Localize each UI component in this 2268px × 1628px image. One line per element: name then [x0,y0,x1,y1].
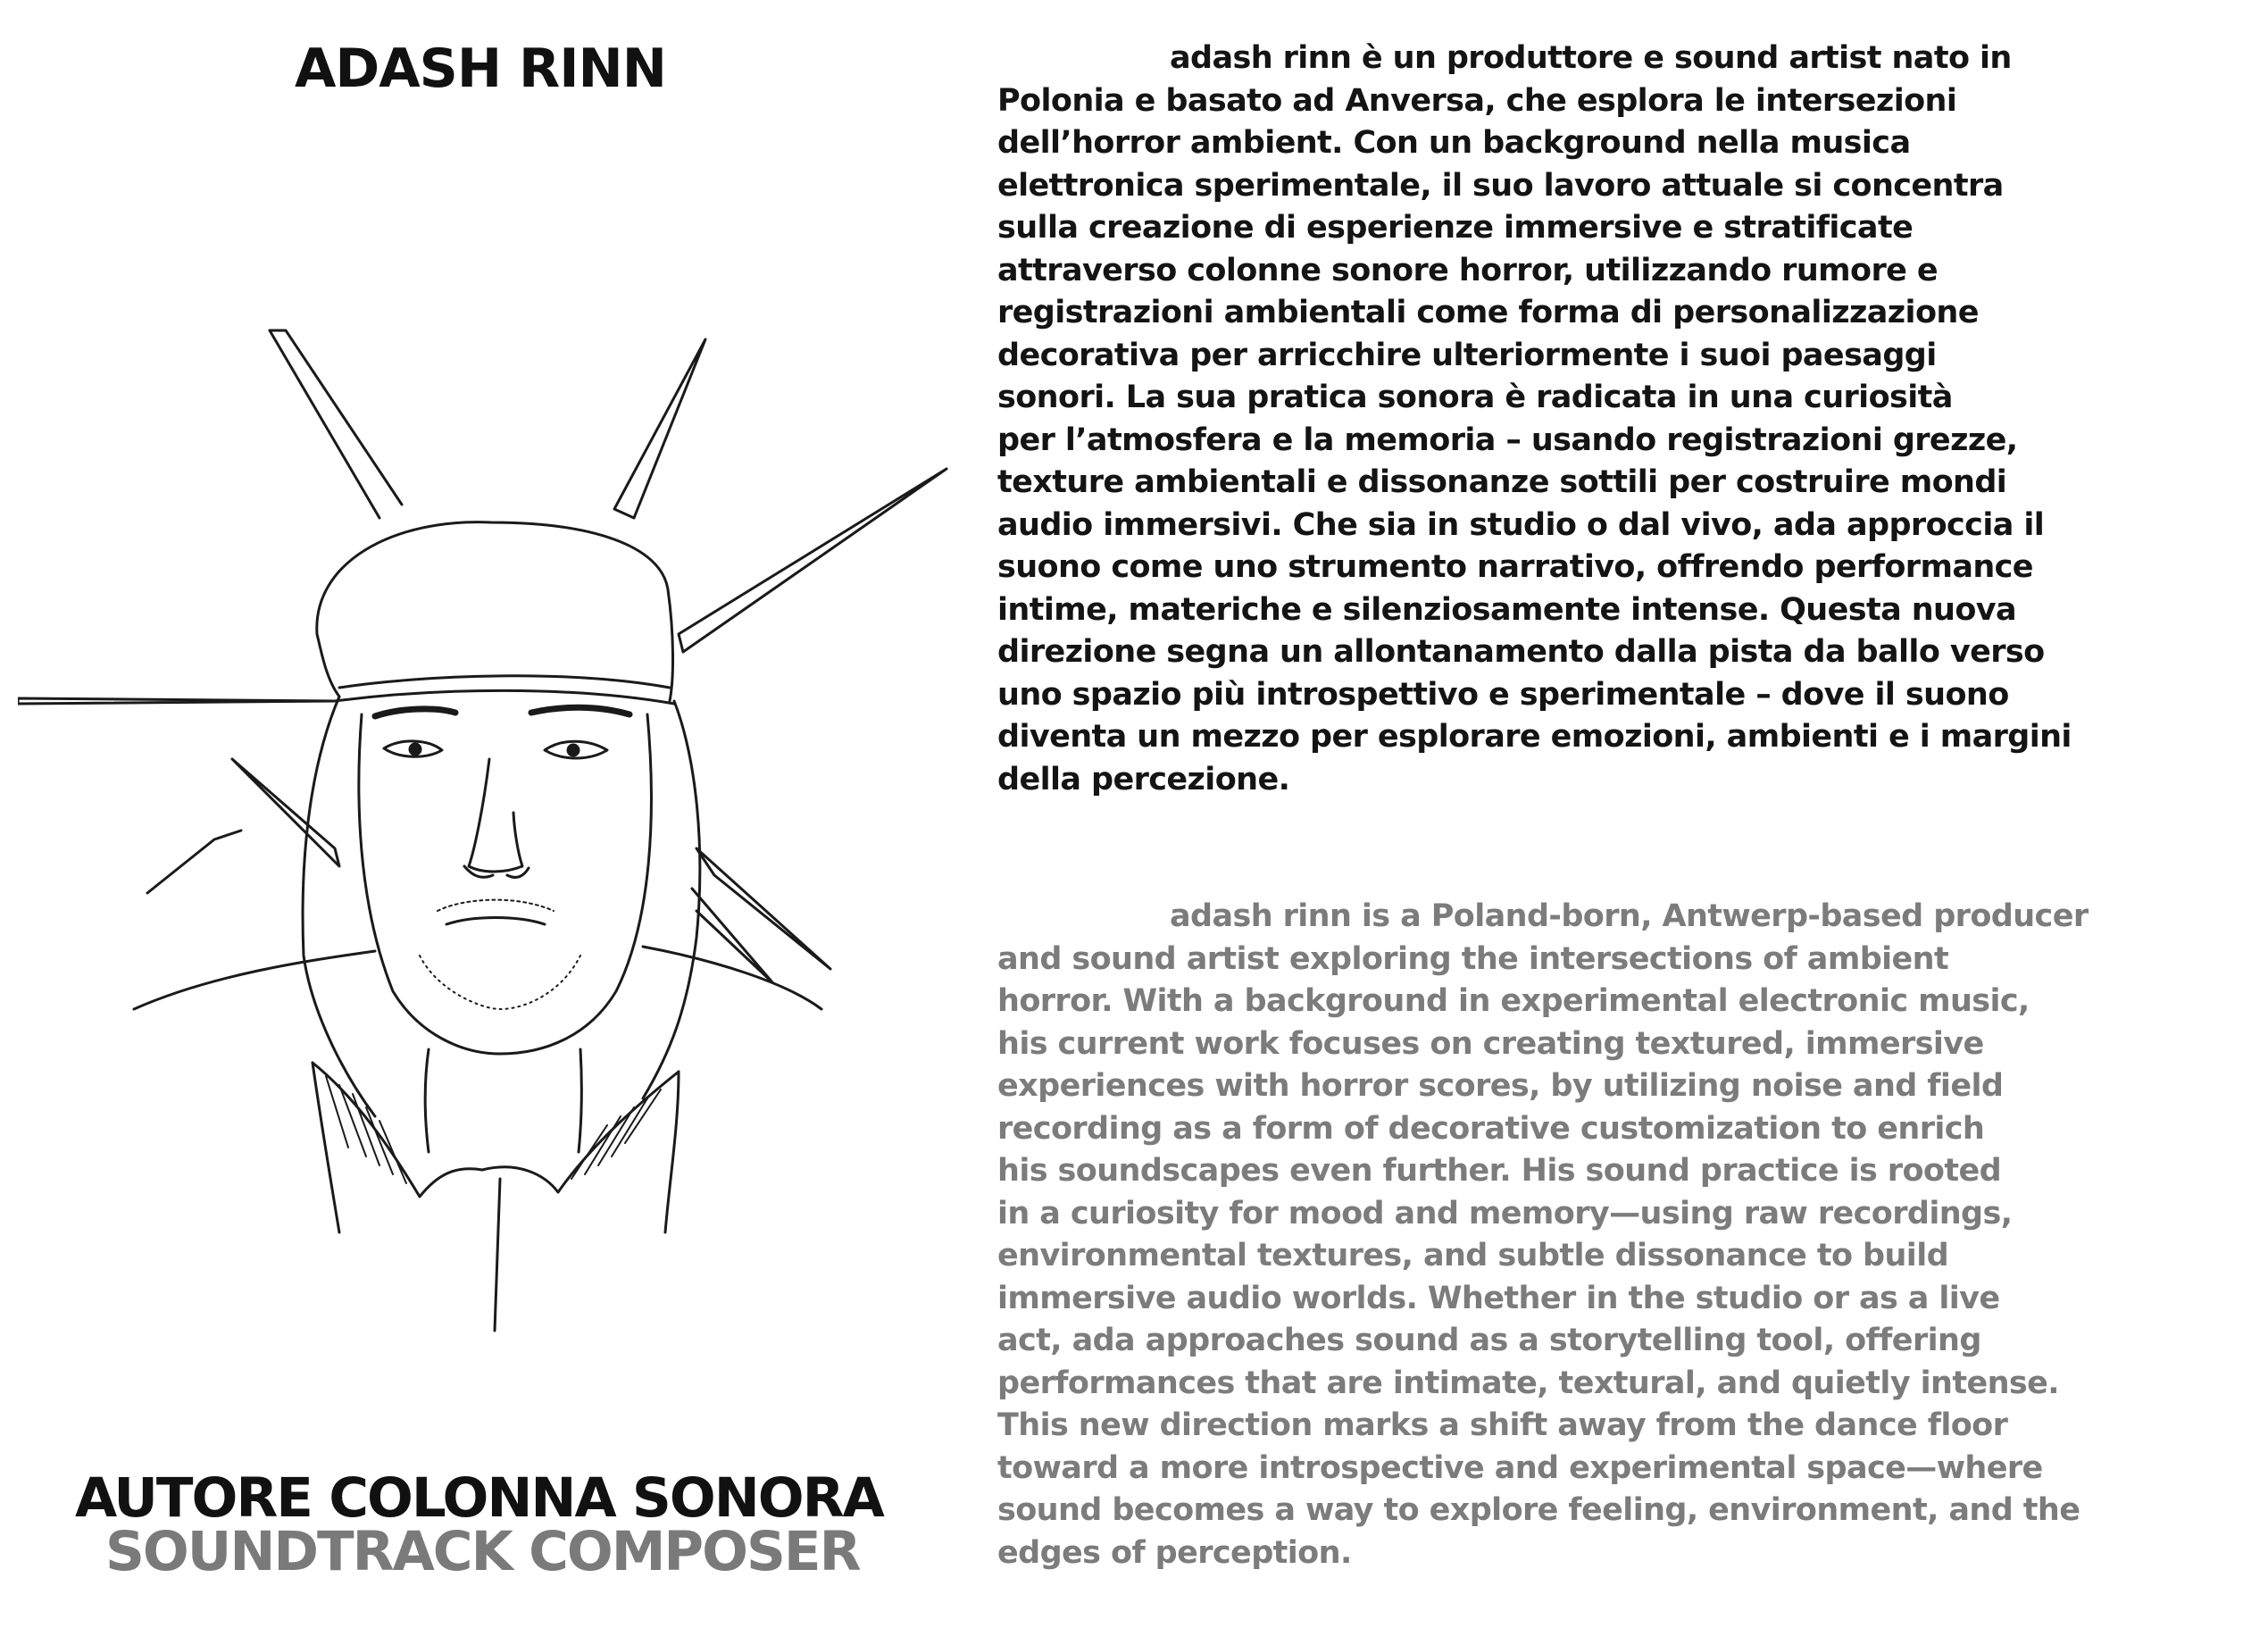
bio-line: performances that are intimate, textural, and quietly intense. [997,1365,2059,1401]
bio-line: and sound artist exploring the intersections of ambient [997,940,1949,977]
portrait-drawing [18,295,955,1340]
bio-line: texture ambientali e dissonanze sottili per costruire mondi [997,464,2007,500]
bio-line: his current work focuses on creating textured, immersive [997,1025,1984,1062]
bio-line: in a curiosity for mood and memory—using raw recordings, [997,1195,2013,1231]
bio-line: per l’atmosfera e la memoria – usando registrazioni grezze, [997,422,2018,458]
bio-line: experiences with horror scores, by utilizing noise and field [997,1068,2004,1104]
artist-name-title: ADASH RINN [295,38,666,100]
bio-line: adash rinn is a Poland-born, Antwerp-based producer [1170,898,2089,934]
bio-line: This new direction marks a shift away from the dance floor [997,1407,2008,1443]
bio-line: edges of perception. [997,1534,1352,1571]
bio-italian-paragraph [997,38,2194,801]
bio-line: recording as a form of decorative customization to enrich [997,1110,1985,1147]
role-title-english: SOUNDTRACK COMPOSER [105,1520,860,1583]
bio-line: intime, materiche e silenziosamente intense. Questa nuova [997,591,2017,628]
bio-line: horror. With a background in experimental electronic music, [997,983,2030,1019]
bio-line: environmental textures, and subtle dissonance to build [997,1238,1949,1273]
bio-line: immersive audio worlds. Whether in the studio or as a live [997,1280,2000,1316]
bio-line: suono come uno strumento narrativo, offrendo performance [997,549,2033,585]
bio-line: Polonia e basato ad Anversa, che esplora le intersezioni [997,82,1957,119]
bio-english-paragraph [997,896,2194,1574]
bio-line: act, ada approaches sound as a storytelling tool, offering [997,1323,1981,1358]
bio-line: dell’horror ambient. Con un background nella musica [997,125,1911,161]
bio-line: sulla creazione di esperienze immersive e stratificate [997,210,1914,246]
bio-line: his soundscapes even further. His sound practice is rooted [997,1153,2002,1189]
bio-line: elettronica sperimentale, il suo lavoro attuale si concentra [997,167,2004,204]
bio-line: registrazioni ambientali come forma di personalizzazione [997,295,1979,330]
bio-line: sonori. La sua pratica sonora è radicata in una curiosità [997,380,1953,415]
role-title-italian: AUTORE COLONNA SONORA [75,1466,883,1530]
portrait-line-art-icon [18,295,955,1340]
bio-line: della percezione. [997,761,1290,797]
bio-line: diventa un mezzo per esplorare emozioni, ambienti e i margini [997,719,2072,755]
bio-line: decorativa per arricchire ulteriormente i suoi paesaggi [997,337,1937,373]
bio-line: adash rinn è un produttore e sound artist nato in [1170,40,2012,76]
bio-line: toward a more introspective and experimental space—where [997,1449,2043,1486]
bio-line: direzione segna un allontanamento dalla pista da ballo verso [997,634,2045,670]
bio-line: sound becomes a way to explore feeling, environment, and the [997,1492,2080,1528]
bio-line: attraverso colonne sonore horror, utilizzando rumore e [997,252,1938,288]
bio-line: audio immersivi. Che sia in studio o dal vivo, ada approccia il [997,506,2045,543]
bio-line: uno spazio più introspettivo e sperimentale – dove il suono [997,676,2009,713]
